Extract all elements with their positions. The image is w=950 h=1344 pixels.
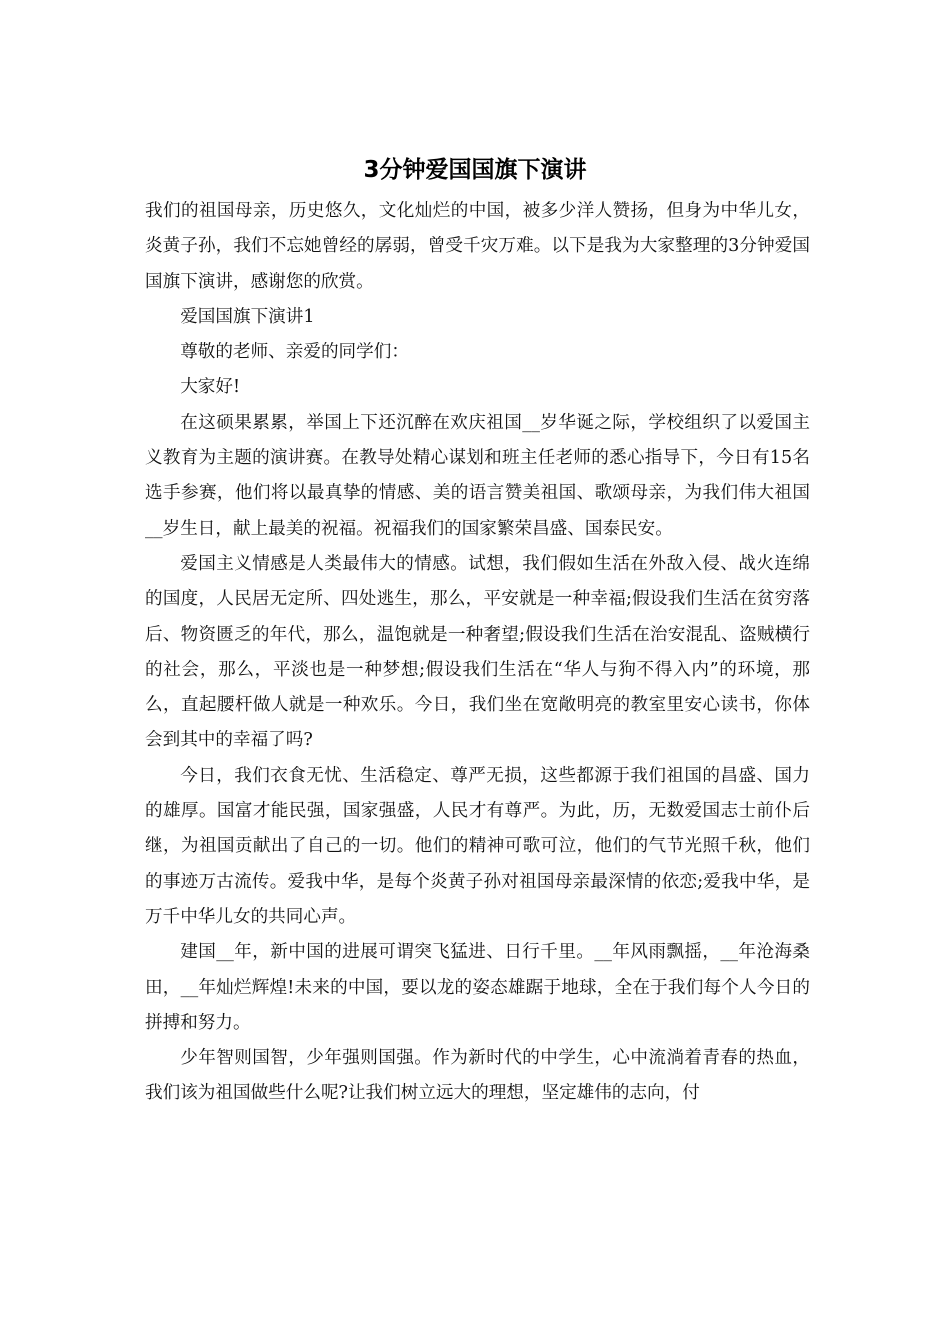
body-paragraph: 今日，我们衣食无忧、生活稳定、尊严无损，这些都源于我们祖国的昌盛、国力的雄厚。国富才能民强，国家强盛，人民才有尊严。为此，历，无数爱国志士前仆后继，为祖国贡献出了自己的一切。他们的精神可歌可泣，他们的气节光照千秋，他们的事迹万古流传。爱我中华，是每个炎黄子孙对祖国母亲最深情的依恋;爱我中华，是万千中华儿女的共同心声。 bbox=[145, 765, 810, 927]
speech-heading: 爱国国旗下演讲1 bbox=[180, 306, 315, 327]
intro-paragraph: 我们的祖国母亲，历史悠久，文化灿烂的中国，被多少洋人赞扬，但身为中华儿女，炎黄子孙，我们不忘她曾经的孱弱，曾受千灾万难。以下是我为大家整理的3分钟爱国国旗下演讲，感谢您的欣赏。 bbox=[145, 201, 810, 292]
greeting: 大家好! bbox=[180, 377, 241, 398]
body-paragraph: 爱国主义情感是人类最伟大的情感。试想，我们假如生活在外敌入侵、战火连绵的国度，人民居无定所、四处逃生，那么，平安就是一种幸福;假设我们生活在贫穷落后、物资匮乏的年代，那么，温饱就是一种奢望;假设我们生活在治安混乱、盗贼横行的社会，那么，平淡也是一种梦想;假设我们生活在“华人与狗不得入内”的环境，那么，直起腰杆做人就是一种欢乐。今日，我们坐在宽敞明亮的教室里安心读书，你体会到其中的幸福了吗? bbox=[145, 553, 810, 751]
document-title: 3分钟爱国国旗下演讲 bbox=[363, 157, 587, 183]
body-paragraph: 在这硕果累累，举国上下还沉醉在欢庆祖国__岁华诞之际，学校组织了以爱国主义教育为主题的演讲赛。在教导处精心谋划和班主任老师的悉心指导下，今日有15名选手参赛，他们将以最真挚的情感、美的语言赞美祖国、歌颂母亲，为我们伟大祖国__岁生日，献上最美的祝福。祝福我们的国家繁荣昌盛、国泰民安。 bbox=[145, 412, 810, 539]
document-body bbox=[145, 194, 810, 1112]
body-paragraph: 建国__年，新中国的进展可谓突飞猛进、日行千里。__年风雨飘摇，__年沧海桑田，__年灿烂辉煌!未来的中国，要以龙的姿态雄踞于地球，全在于我们每个人今日的拼搏和努力。 bbox=[145, 942, 810, 1033]
body-paragraph: 少年智则国智，少年强则国强。作为新时代的中学生，心中流淌着青春的热血，我们该为祖国做些什么呢?让我们树立远大的理想，坚定雄伟的志向，付 bbox=[145, 1048, 810, 1104]
salutation: 尊敬的老师、亲爱的同学们： bbox=[180, 342, 409, 363]
